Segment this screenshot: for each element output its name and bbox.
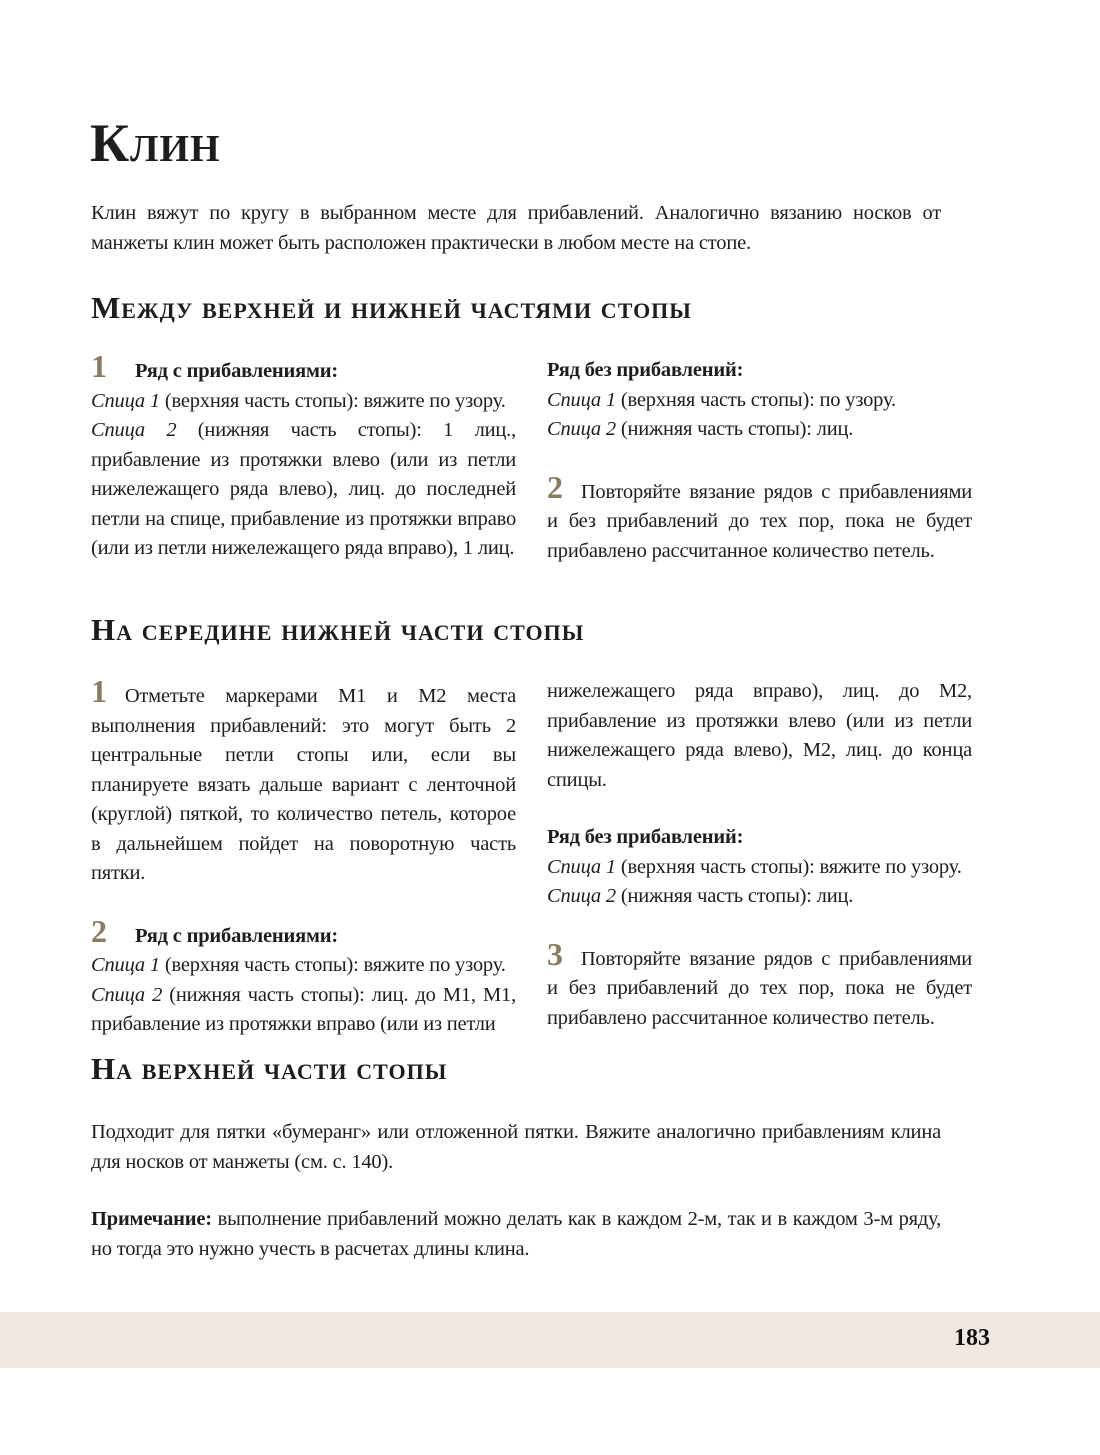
step-text: Повторяйте вязание рядов с прибавлениями и без прибавлений до тех пор, пока не будет прибавлено рассчитанное количество петель. [547,480,972,562]
needle-label: Спица 2 [547,885,616,907]
note-paragraph [91,1205,941,1264]
note-text: выполнение прибавлений можно делать как в каждом 2-м, так и в каждом 3-м ряду, но тогда это нужно учесть в расчетах длины клина. [91,1208,941,1260]
needle-text: (верхняя часть стопы): вяжите по узору. [615,855,962,878]
page-title: Клин [90,113,221,173]
needle-text: (верхняя часть стопы): по узору. [615,388,896,411]
step-subheading: Ряд без прибавлений: [547,359,744,381]
needle-label: Спица 1 [547,855,616,878]
needle-text: (нижняя часть стопы): лиц. [615,418,854,440]
step-number: 1 [91,348,107,384]
needle-text: (верхняя часть стопы): вяжите по узору. [159,954,506,976]
step-subheading: Ряд с прибавлениями: [135,924,339,947]
needle-label: Спица 2 [91,983,163,1006]
needle-text: (нижняя часть стопы): лиц. [615,885,854,907]
section1-right-column [547,356,972,566]
intro-paragraph: Клин вяжут по кругу в выбранном месте для прибавлений. Аналогично вязанию носков от манжеты клин может быть расположен практически в любом месте на стопе. [91,202,941,254]
note-label: Примечание: [91,1208,212,1230]
needle-label: Спица 2 [547,418,616,440]
step-number: 1 [91,673,107,709]
section2-right-column [547,677,972,1033]
needle-text: (верхняя часть стопы): вяжите по узору. [159,389,506,412]
step-subheading: Ряд без прибавлений: [547,826,744,848]
section1-left-column [91,348,516,564]
step-text-continued: нижележащего ряда вправо), лиц. до М2, прибавление из протяжки влево (или из петли нижележащего ряда влево), М2, лиц. до конца спицы. [547,680,972,791]
footer-band [0,1312,1100,1368]
step-number: 3 [547,935,563,972]
section-heading-1: Между верхней и нижней частями стопы [91,290,692,325]
section2-left-column [91,673,516,1040]
section-heading-2: На середине нижней части стопы [91,612,585,647]
step-subheading: Ряд с прибавлениями: [135,360,339,382]
section-heading-3: На верхней части стопы [91,1051,448,1086]
step-number: 2 [547,468,563,505]
step-text: Отметьте маркерами М1 и М2 места выполнения прибавлений: это могут быть 2 центральные петли стопы или, если вы планируете вязать дальше вариант с ленточной (круглой) пяткой, то количество петель, которое в дальнейшем пойдет на поворотную часть пятки. [91,685,516,884]
needle-label: Спица 1 [547,388,616,411]
needle-label: Спица 1 [91,954,160,976]
needle-text: (нижняя часть стопы): 1 лиц., прибавление из протяжки влево (или из петли нижележащего ряда влево), лиц. до последней петли на спице, прибавление из протяжки вправо (или из петли нижележащего ряда вправо), 1 лиц. [91,419,516,559]
page-number: 183 [954,1325,990,1351]
needle-text: (нижняя часть стопы): лиц. до М1, М1, прибавление из протяжки вправо (или из петли [91,983,516,1035]
section3-paragraph: Подходит для пятки «бумеранг» или отложенной пятки. Вяжите аналогично прибавлениям клина для носков от манжеты (см. с. 140). [91,1121,941,1173]
step-number: 2 [91,912,107,949]
step-text: Повторяйте вязание рядов с прибавлениями и без прибавлений до тех пор, пока не будет прибавлено рассчитанное количество петель. [547,947,972,1029]
needle-label: Спица 2 [91,419,177,441]
needle-label: Спица 1 [91,389,160,412]
